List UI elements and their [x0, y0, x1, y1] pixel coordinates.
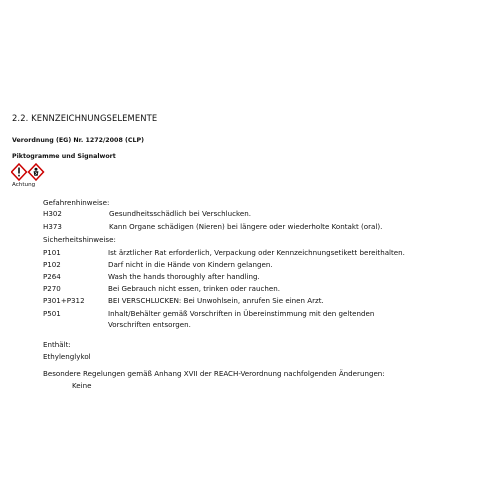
- statement-code: P264: [43, 272, 61, 281]
- statement-code: H373: [43, 222, 62, 231]
- statement-code: P101: [43, 248, 61, 257]
- statement-text: Kann Organe schädigen (Nieren) bei längere oder wiederholte Kontakt (oral).: [109, 222, 383, 231]
- regulation-reference: Verordnung (EG) Nr. 1272/2008 (CLP): [12, 137, 145, 144]
- precaution-statement-continuation: [0, 320, 500, 332]
- statement-code: P270: [43, 284, 61, 293]
- health-hazard-icon: [29, 164, 44, 180]
- statement-text: Inhalt/Behälter gemäß Vorschriften in Übereinstimmung mit den geltenden: [108, 309, 375, 318]
- exclamation-mark-hazard-icon: [12, 164, 27, 180]
- hazard-statement-row: [0, 209, 500, 221]
- hazard-pictograms: [11, 163, 45, 181]
- statement-text-continued: Vorschriften entsorgen.: [108, 320, 191, 329]
- signal-word: Achtung: [12, 182, 36, 188]
- precaution-statement-row: [0, 248, 500, 260]
- statement-text: BEI VERSCHLUCKEN: Bei Unwohlsein, anrufen Sie einen Arzt.: [108, 296, 324, 305]
- precaution-statement-row: [0, 260, 500, 272]
- pictogram-row: [11, 163, 45, 181]
- special-rules-value: Keine: [72, 381, 92, 390]
- statement-code: H302: [43, 209, 62, 218]
- hazard-heading: Gefahrenhinweise:: [43, 198, 110, 207]
- pictograms-heading: Piktogramme und Signalwort: [12, 153, 116, 160]
- special-rules-heading: Besondere Regelungen gemäß Anhang XVII der REACH-Verordnung nachfolgenden Änderungen:: [43, 369, 385, 378]
- statement-text: Darf nicht in die Hände von Kindern gelangen.: [108, 260, 273, 269]
- section-heading: 2.2. KENNZEICHNUNGSELEMENTE: [12, 113, 158, 123]
- statement-text: Wash the hands thoroughly after handling.: [108, 272, 260, 281]
- statement-code: P501: [43, 309, 61, 318]
- statement-code: P102: [43, 260, 61, 269]
- precaution-statement-row: [0, 296, 500, 308]
- statement-text: Ist ärztlicher Rat erforderlich, Verpackung oder Kennzeichnungsetikett bereithalten.: [108, 248, 405, 257]
- precaution-statement-row: [0, 272, 500, 284]
- statement-text: Gesundheitsschädlich bei Verschlucken.: [109, 209, 251, 218]
- contains-value: Ethylenglykol: [43, 352, 91, 361]
- statement-code: P301+P312: [43, 296, 85, 305]
- precaution-statement-row: [0, 284, 500, 296]
- statement-text: Bei Gebrauch nicht essen, trinken oder rauchen.: [108, 284, 281, 293]
- contains-heading: Enthält:: [43, 340, 71, 349]
- precaution-heading: Sicherheitshinweise:: [43, 235, 116, 244]
- hazard-statement-row: [0, 222, 500, 234]
